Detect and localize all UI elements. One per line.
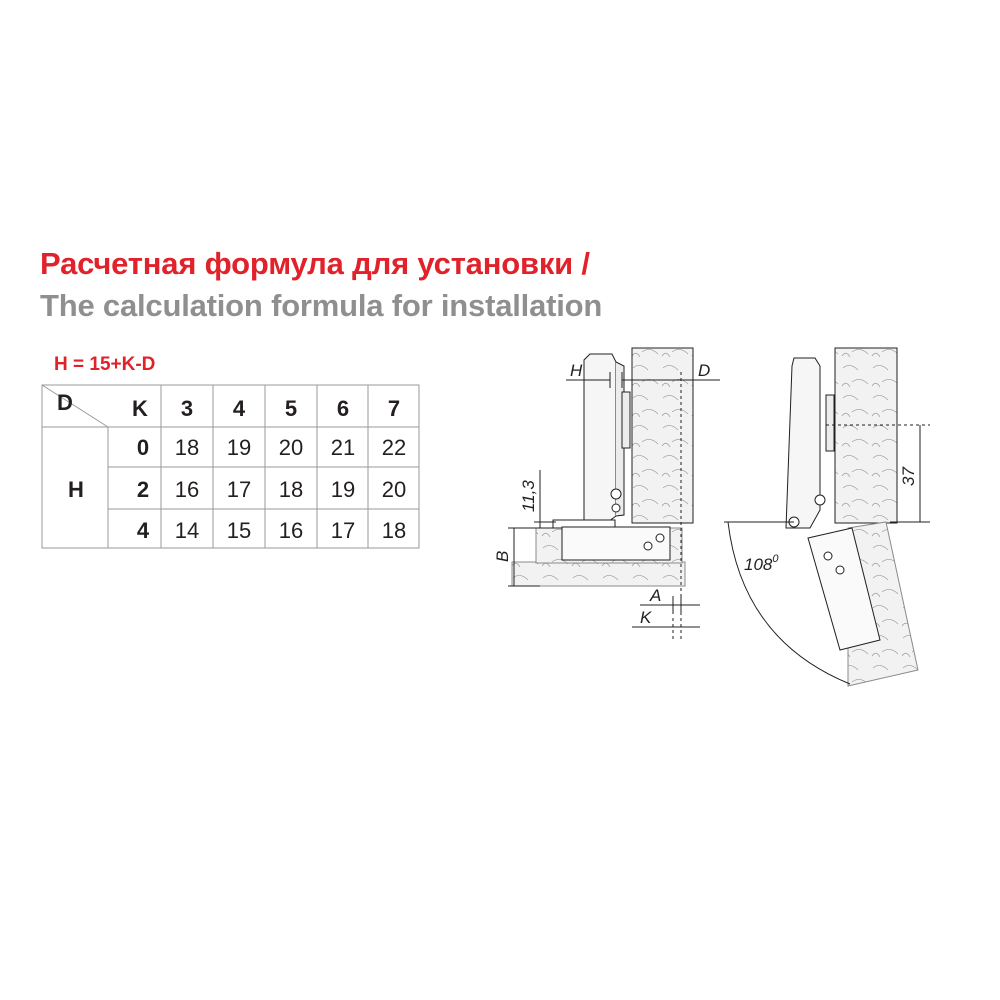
k-value-0: 0: [136, 435, 150, 460]
right-label-angle: [744, 553, 779, 574]
door-panel: [512, 562, 685, 586]
table-cell: 20: [381, 477, 407, 502]
table-h-label: H: [68, 477, 84, 502]
table-cell: 16: [278, 518, 304, 543]
table-cell: 19: [226, 435, 252, 460]
table-cell: 16: [174, 477, 200, 502]
angle-degree: 0: [772, 553, 779, 565]
left-label-a: A: [650, 586, 662, 605]
table-cell: 21: [330, 435, 356, 460]
table-cell: 19: [330, 477, 356, 502]
d-header-4: 4: [232, 396, 246, 421]
table-cell: 17: [226, 477, 252, 502]
title-english: The calculation formula for installation: [40, 288, 603, 323]
table-cell: 18: [174, 435, 200, 460]
angle-value: 108: [744, 555, 773, 574]
d-header-7: 7: [387, 396, 401, 421]
k-value-4: 4: [136, 518, 150, 543]
table-corner-k: K: [132, 396, 148, 421]
table-cell: 14: [174, 518, 200, 543]
left-label-h: H: [570, 361, 583, 380]
table-cell: 22: [381, 435, 407, 460]
table-corner-d: D: [57, 390, 73, 415]
left-label-11-3: 11,3: [519, 480, 538, 512]
left-hinge-diagram: [508, 348, 720, 640]
table-cell: 20: [278, 435, 304, 460]
d-header-5: 5: [284, 396, 298, 421]
left-label-d: D: [698, 361, 711, 380]
d-header-3: 3: [180, 396, 194, 421]
table-cell: 15: [226, 518, 252, 543]
cabinet-side-panel: [632, 348, 693, 523]
table-cell: 18: [278, 477, 304, 502]
left-label-k: K: [640, 608, 652, 627]
table-cell: 17: [330, 518, 356, 543]
right-hinge-diagram: [724, 348, 930, 686]
d-header-6: 6: [336, 396, 350, 421]
left-label-b: B: [493, 550, 512, 562]
right-label-37: 37: [899, 467, 918, 486]
title-russian: Расчетная формула для установки /: [40, 246, 590, 281]
k-value-2: 2: [136, 477, 150, 502]
table-cell: 18: [381, 518, 407, 543]
cabinet-side-panel-right: [835, 348, 897, 523]
formula: H = 15+K-D: [54, 354, 156, 375]
